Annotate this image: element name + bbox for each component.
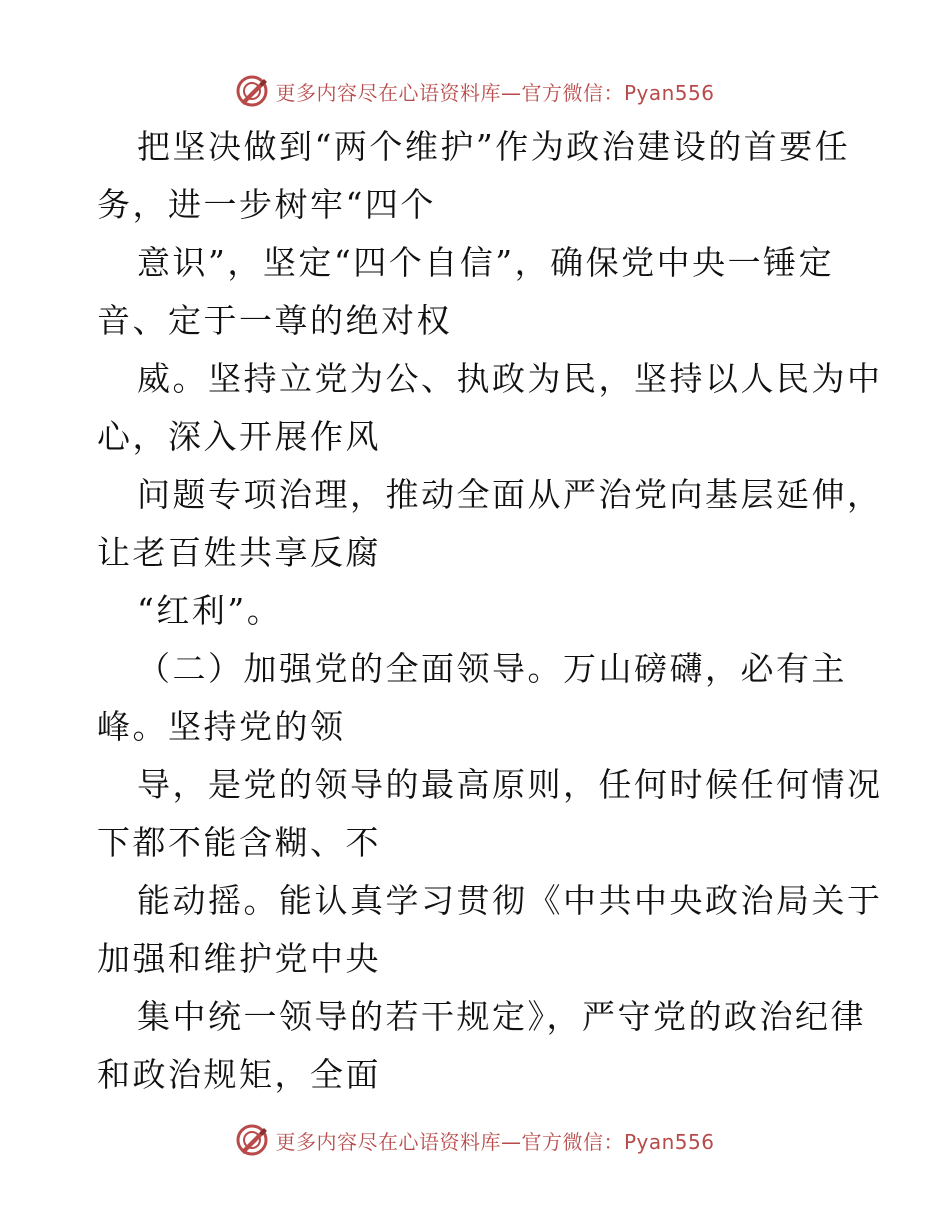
body-line: 集中统一领导的若干规定》，严守党的政治纪律 — [137, 997, 866, 1036]
pen-logo-icon — [235, 1123, 269, 1157]
pen-logo-icon — [235, 74, 269, 108]
body-line: 能动摇。能认真学习贯彻《中共中央政治局关于 — [137, 881, 883, 920]
body-line: 务，进一步树牢“四个 — [97, 185, 436, 224]
footer-banner-text: 更多内容尽在心语资料库—官方微信：Pyan556 — [275, 1129, 715, 1154]
body-line: （二）加强党的全面领导。万山磅礴，必有主 — [137, 649, 847, 688]
body-line: 心，深入开展作风 — [97, 417, 381, 456]
body-line: 意识”，坚定“四个自信”，确保党中央一锤定 — [137, 243, 835, 282]
body-line: 下都不能含糊、不 — [97, 823, 381, 862]
body-line: “红利”。 — [137, 591, 283, 630]
footer-banner — [0, 1120, 950, 1160]
body-line: 威。坚持立党为公、执政为民，坚持以人民为中 — [137, 359, 883, 398]
body-line: 把坚决做到“两个维护”作为政治建设的首要任 — [137, 127, 851, 166]
body-line: 和政治规矩，全面 — [97, 1055, 381, 1094]
body-line: 音、定于一尊的绝对权 — [97, 301, 452, 340]
body-line: 导，是党的领导的最高原则，任何时候任何情况 — [137, 765, 883, 804]
header-banner-text: 更多内容尽在心语资料库—官方微信：Pyan556 — [275, 80, 715, 105]
body-line: 加强和维护党中央 — [97, 939, 381, 978]
header-banner — [0, 71, 950, 111]
body-line: 问题专项治理，推动全面从严治党向基层延伸， — [137, 475, 883, 514]
body-line: 峰。坚持党的领 — [97, 707, 346, 746]
body-line: 让老百姓共享反腐 — [97, 533, 381, 572]
